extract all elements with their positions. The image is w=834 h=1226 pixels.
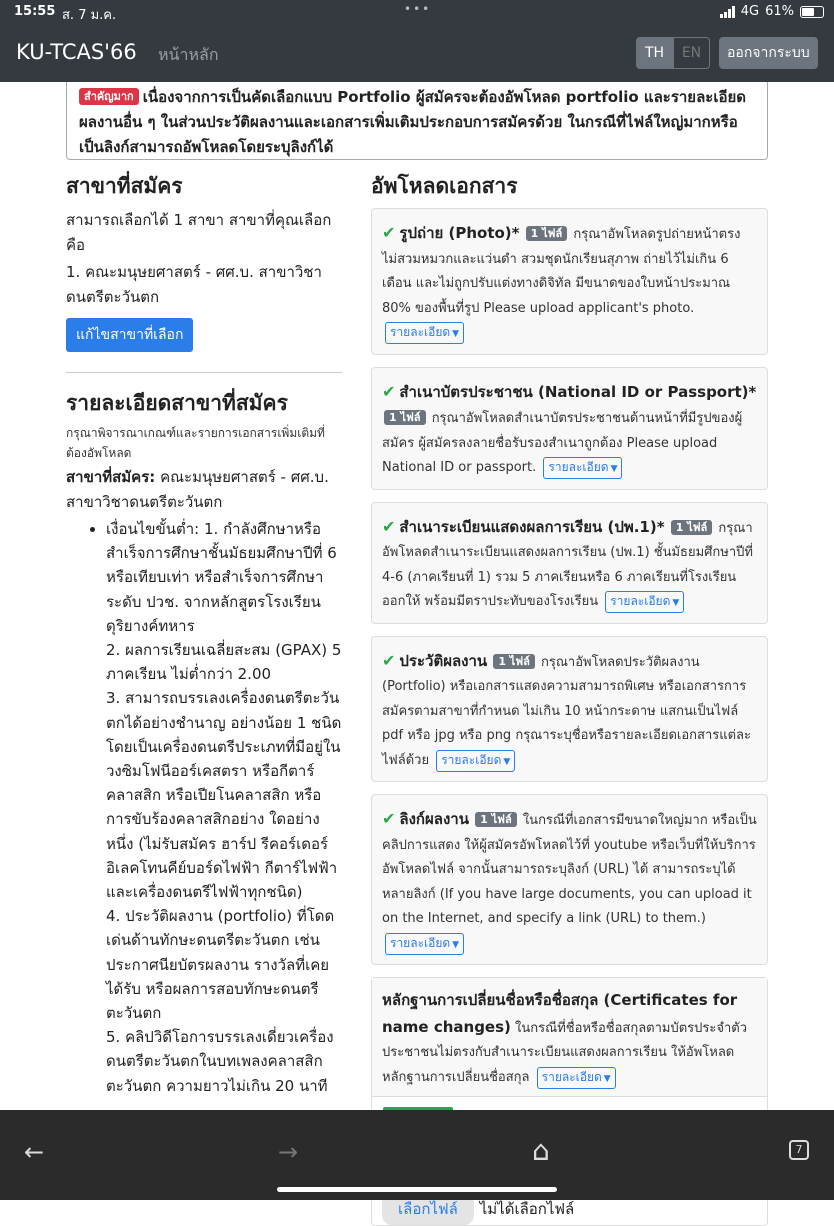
status-right	[720, 4, 824, 19]
important-badge: สำคัญมาก	[79, 88, 139, 105]
detail-label: รายละเอียด	[390, 325, 451, 339]
doc-title: ลิงก์ผลงาน	[399, 810, 469, 828]
doc-title: ประวัติผลงาน	[399, 651, 488, 670]
battery-fill	[802, 8, 814, 16]
detail-dropdown[interactable]	[385, 933, 464, 955]
doc-title: รูปถ่าย (Photo)*	[399, 224, 520, 242]
language-toggle	[636, 37, 710, 69]
battery-icon	[800, 6, 824, 18]
file-count-badge: 1 ไฟล์	[526, 226, 568, 241]
important-notice	[66, 82, 768, 160]
network-type: 4G	[740, 4, 760, 19]
choose-file-button[interactable]: เลือกไฟล์	[382, 1193, 474, 1225]
doc-card-transcript	[371, 502, 768, 624]
requirements-list	[66, 517, 342, 1098]
requirement-line: 2. ผลการเรียนเฉลี่ยสะสม (GPAX) 5 ภาคเรียน ไม่ต่ำกว่า 2.00	[106, 641, 342, 684]
back-icon[interactable]: ←	[24, 1138, 45, 1166]
details-instruction: กรุณาพิจารณาเกณฑ์และรายการเอกสารเพิ่มเติมที่ต้องอัพโหลด	[66, 426, 325, 460]
detail-dropdown[interactable]	[436, 750, 515, 772]
doc-desc: ในกรณีที่ชื่อหรือชื่อสกุลตามบัตรประจำตัวประชาชนไม่ตรงกับสำเนาระเบียนแสดงผลการเรียน ให้อัพโหลดหลักฐานการเปลี่ยนชื่อสกุล	[382, 1020, 748, 1085]
navbar	[0, 24, 834, 82]
caret-down-icon: ▼	[672, 598, 680, 608]
doc-card-portfolio	[371, 636, 768, 783]
upload-heading: อัพโหลดเอกสาร	[371, 174, 518, 198]
doc-card-links	[371, 794, 768, 965]
lang-en-button[interactable]: EN	[673, 37, 710, 69]
file-count-badge: 1 ไฟล์	[384, 410, 426, 425]
requirements-item	[106, 517, 342, 1098]
name-change-header	[372, 978, 767, 1097]
detail-label: รายละเอียด	[548, 460, 609, 474]
detail-dropdown[interactable]	[543, 457, 622, 479]
file-count-badge: 1 ไฟล์	[475, 812, 517, 827]
caret-down-icon: ▼	[452, 329, 460, 339]
file-count-badge: 1 ไฟล์	[493, 654, 535, 669]
nav-home-link[interactable]: หน้าหลัก	[158, 45, 219, 64]
requirement-line: 5. คลิปวิดีโอการบรรเลงเดี่ยวเครื่องดนตรีตะวันตกในบทเพลงคลาสสิกตะวันตก ความยาวไม่เกิน 20 นาที	[106, 1028, 334, 1095]
forward-icon[interactable]: →	[278, 1138, 299, 1166]
home-icon[interactable]: ⌂	[532, 1134, 550, 1167]
detail-label: รายละเอียด	[541, 1069, 602, 1084]
detail-dropdown[interactable]	[605, 591, 684, 613]
detail-dropdown[interactable]	[385, 322, 464, 344]
home-indicator	[277, 1187, 557, 1192]
tabs-icon[interactable]: 7	[789, 1140, 809, 1160]
multitask-dots[interactable]: •••	[404, 2, 432, 16]
doc-desc: กรุณาอัพโหลดประวัติผลงาน (Portfolio) หรือเอกสารแสดงความสามารถพิเศษ หรือเอกสารการสมัครตามสาขาที่กำหนด ไม่เกิน 10 หน้ากระดาษ แสกนเป็นไฟล์ pdf หรือ jpg หรือ png กรุณาระบุชื่อหรือรายละเอียดเอกสารแต่ละไฟล์ด้วย	[382, 654, 752, 768]
details-heading: รายละเอียดสาขาที่สมัคร	[66, 391, 288, 415]
detail-dropdown[interactable]	[537, 1067, 616, 1089]
brand-logo[interactable]: KU-TCAS'66	[16, 40, 137, 64]
detail-label: รายละเอียด	[441, 752, 502, 767]
branch-heading: สาขาที่สมัคร	[66, 174, 183, 198]
caret-down-icon: ▼	[610, 464, 618, 474]
doc-title: สำเนาระเบียนแสดงผลการเรียน (ปพ.1)*	[399, 517, 665, 536]
doc-desc: กรุณาอัพโหลดสำเนาบัตรประชาชนด้านหน้าที่มีรูปของผู้สมัคร ผู้สมัครลงลายชื่อรับรองสำเนาถูกต้อง Please upload National ID or passport.	[382, 411, 743, 475]
branch-info: สามารถเลือกได้ 1 สาขา สาขาที่คุณเลือกคือ	[66, 211, 332, 254]
status-date: ส. 7 ม.ค.	[62, 8, 117, 23]
file-status: ไม่ได้เลือกไฟล์	[479, 1200, 575, 1218]
doc-title: สำเนาบัตรประชาชน (National ID or Passport)*	[399, 382, 757, 401]
caret-down-icon: ▼	[452, 939, 460, 950]
branch-label: สาขาที่สมัคร:	[66, 468, 156, 486]
doc-card-national-id	[371, 367, 768, 490]
doc-card-photo	[371, 208, 768, 355]
check-icon: ✔	[382, 516, 396, 536]
battery-percent: 61%	[765, 4, 794, 19]
left-column	[66, 170, 342, 1098]
caret-down-icon: ▼	[503, 756, 511, 767]
signal-icon	[720, 6, 735, 18]
branch-value: คณะมนุษยศาสตร์ - ศศ.บ. สาขาวิชาดนตรีตะวันตก	[66, 468, 329, 511]
selected-branch: 1. คณะมนุษยศาสตร์ - ศศ.บ. สาขาวิชาดนตรีตะวันตก	[66, 263, 322, 306]
requirement-line: 4. ประวัติผลงาน (portfolio) ที่โดดเด่นด้านทักษะดนตรีตะวันตก เช่น ประกาศนียบัตรผลงาน รางวัลที่เคยได้รับ หรือผลการสอบทักษะดนตรีตะวันตก	[106, 907, 335, 1023]
status-bar	[0, 0, 834, 24]
logout-button[interactable]: ออกจากระบบ	[719, 37, 818, 69]
file-count-badge: 1 ไฟล์	[671, 520, 713, 535]
detail-label: รายละเอียด	[390, 935, 451, 950]
caret-down-icon: ▼	[603, 1073, 611, 1084]
doc-title: หลักฐานการเปลี่ยนชื่อหรือชื่อสกุล (Certificates for name changes)	[382, 991, 738, 1036]
notice-text: เนื่องจากการเป็นคัดเลือกแบบ Portfolio ผู้สมัครจะต้องอัพโหลด portfolio และรายละเอียดผลงานอื่น ๆ ในส่วนประวัติผลงานและเอกสารเพิ่มเติมประกอบการสมัครด้วย ในกรณีที่ไฟล์ใหญ่มากหรือเป็นลิงก์สามารถอัพโหลดโดยระบุลิงก์ได้	[79, 88, 747, 156]
check-icon: ✔	[382, 223, 396, 242]
requirement-line: • เงื่อนไขขั้นต่ำ: 1. กำลังศึกษาหรือสำเร็จการศึกษาชั้นมัธยมศึกษาปีที่ 6 หรือเทียบเท่า หรือสำเร็จการศึกษาระดับ ปวช. จากหลักสูตรโรงเรียนดุริยางค์ทหาร	[106, 520, 337, 635]
edit-branch-button[interactable]: แก้ไขสาขาที่เลือก	[66, 318, 193, 352]
branch-line	[66, 465, 342, 515]
upload-column	[371, 170, 768, 1226]
divider	[66, 372, 342, 373]
detail-label: รายละเอียด	[610, 594, 671, 608]
requirement-line: 3. สามารถบรรเลงเครื่องดนตรีตะวันตกได้อย่างชำนาญ อย่างน้อย 1 ชนิด โดยเป็นเครื่องดนตรีประเภทที่มีอยู่ในวงซิมโฟนีออร์เคสตรา หรือกีตาร์คลาสสิก หรือเปียโนคลาสสิก หรือการขับร้องคลาสสิกอย่าง ใดอย่างหนึ่ง (ไม่รับสมัคร ฮาร์ป รีคอร์เดอร์ อิเลคโทนคีย์บอร์ดไฟฟ้า กีตาร์ไฟฟ้า และเครื่องดนตรีไฟฟ้าทุกชนิด)	[106, 689, 342, 902]
doc-desc: กรุณาอัพโหลดรูปถ่ายหน้าตรง ไม่สวมหมวกและแว่นดำ สวมชุดนักเรียนสุภาพ ถ่ายไว้ไม่เกิน 6 เดือน และไม่ถูกปรับแต่งทางดิจิทัล มีขนาดของใบหน้าประมาณ 80% ของพื้นที่รูป Please upload applicant's photo.	[382, 227, 741, 316]
doc-desc: กรุณาอัพโหลดสำเนาระเบียนแสดงผลการเรียน (ปพ.1) ชั้นมัธยมศึกษาปีที่ 4-6 (ภาคเรียนที่ 1) รวม 5 ภาคเรียนหรือ 6 ภาคเรียนที่โรงเรียนออกให้ พร้อมมีตราประทับของโรงเรียน	[382, 520, 753, 609]
check-icon: ✔	[382, 809, 396, 828]
check-icon: ✔	[382, 650, 396, 670]
lang-th-button[interactable]: TH	[636, 37, 673, 69]
browser-toolbar	[0, 1110, 834, 1200]
status-time: 15:55	[14, 4, 56, 19]
check-icon: ✔	[382, 381, 396, 401]
doc-desc: ในกรณีที่เอกสารมีขนาดใหญ่มาก หรือเป็นคลิปการแสดง ให้ผู้สมัครอัพโหลดไว้ที่ youtube หรือเว็บที่ให้บริการอัพโหลดไฟล์ จากนั้นสามารถระบุลิงก์ (URL) ได้ สามารถระบุได้หลายลิงก์ (If you have large documents, you can upload it on the Internet, and specify a link (URL) to them.)	[382, 813, 757, 926]
